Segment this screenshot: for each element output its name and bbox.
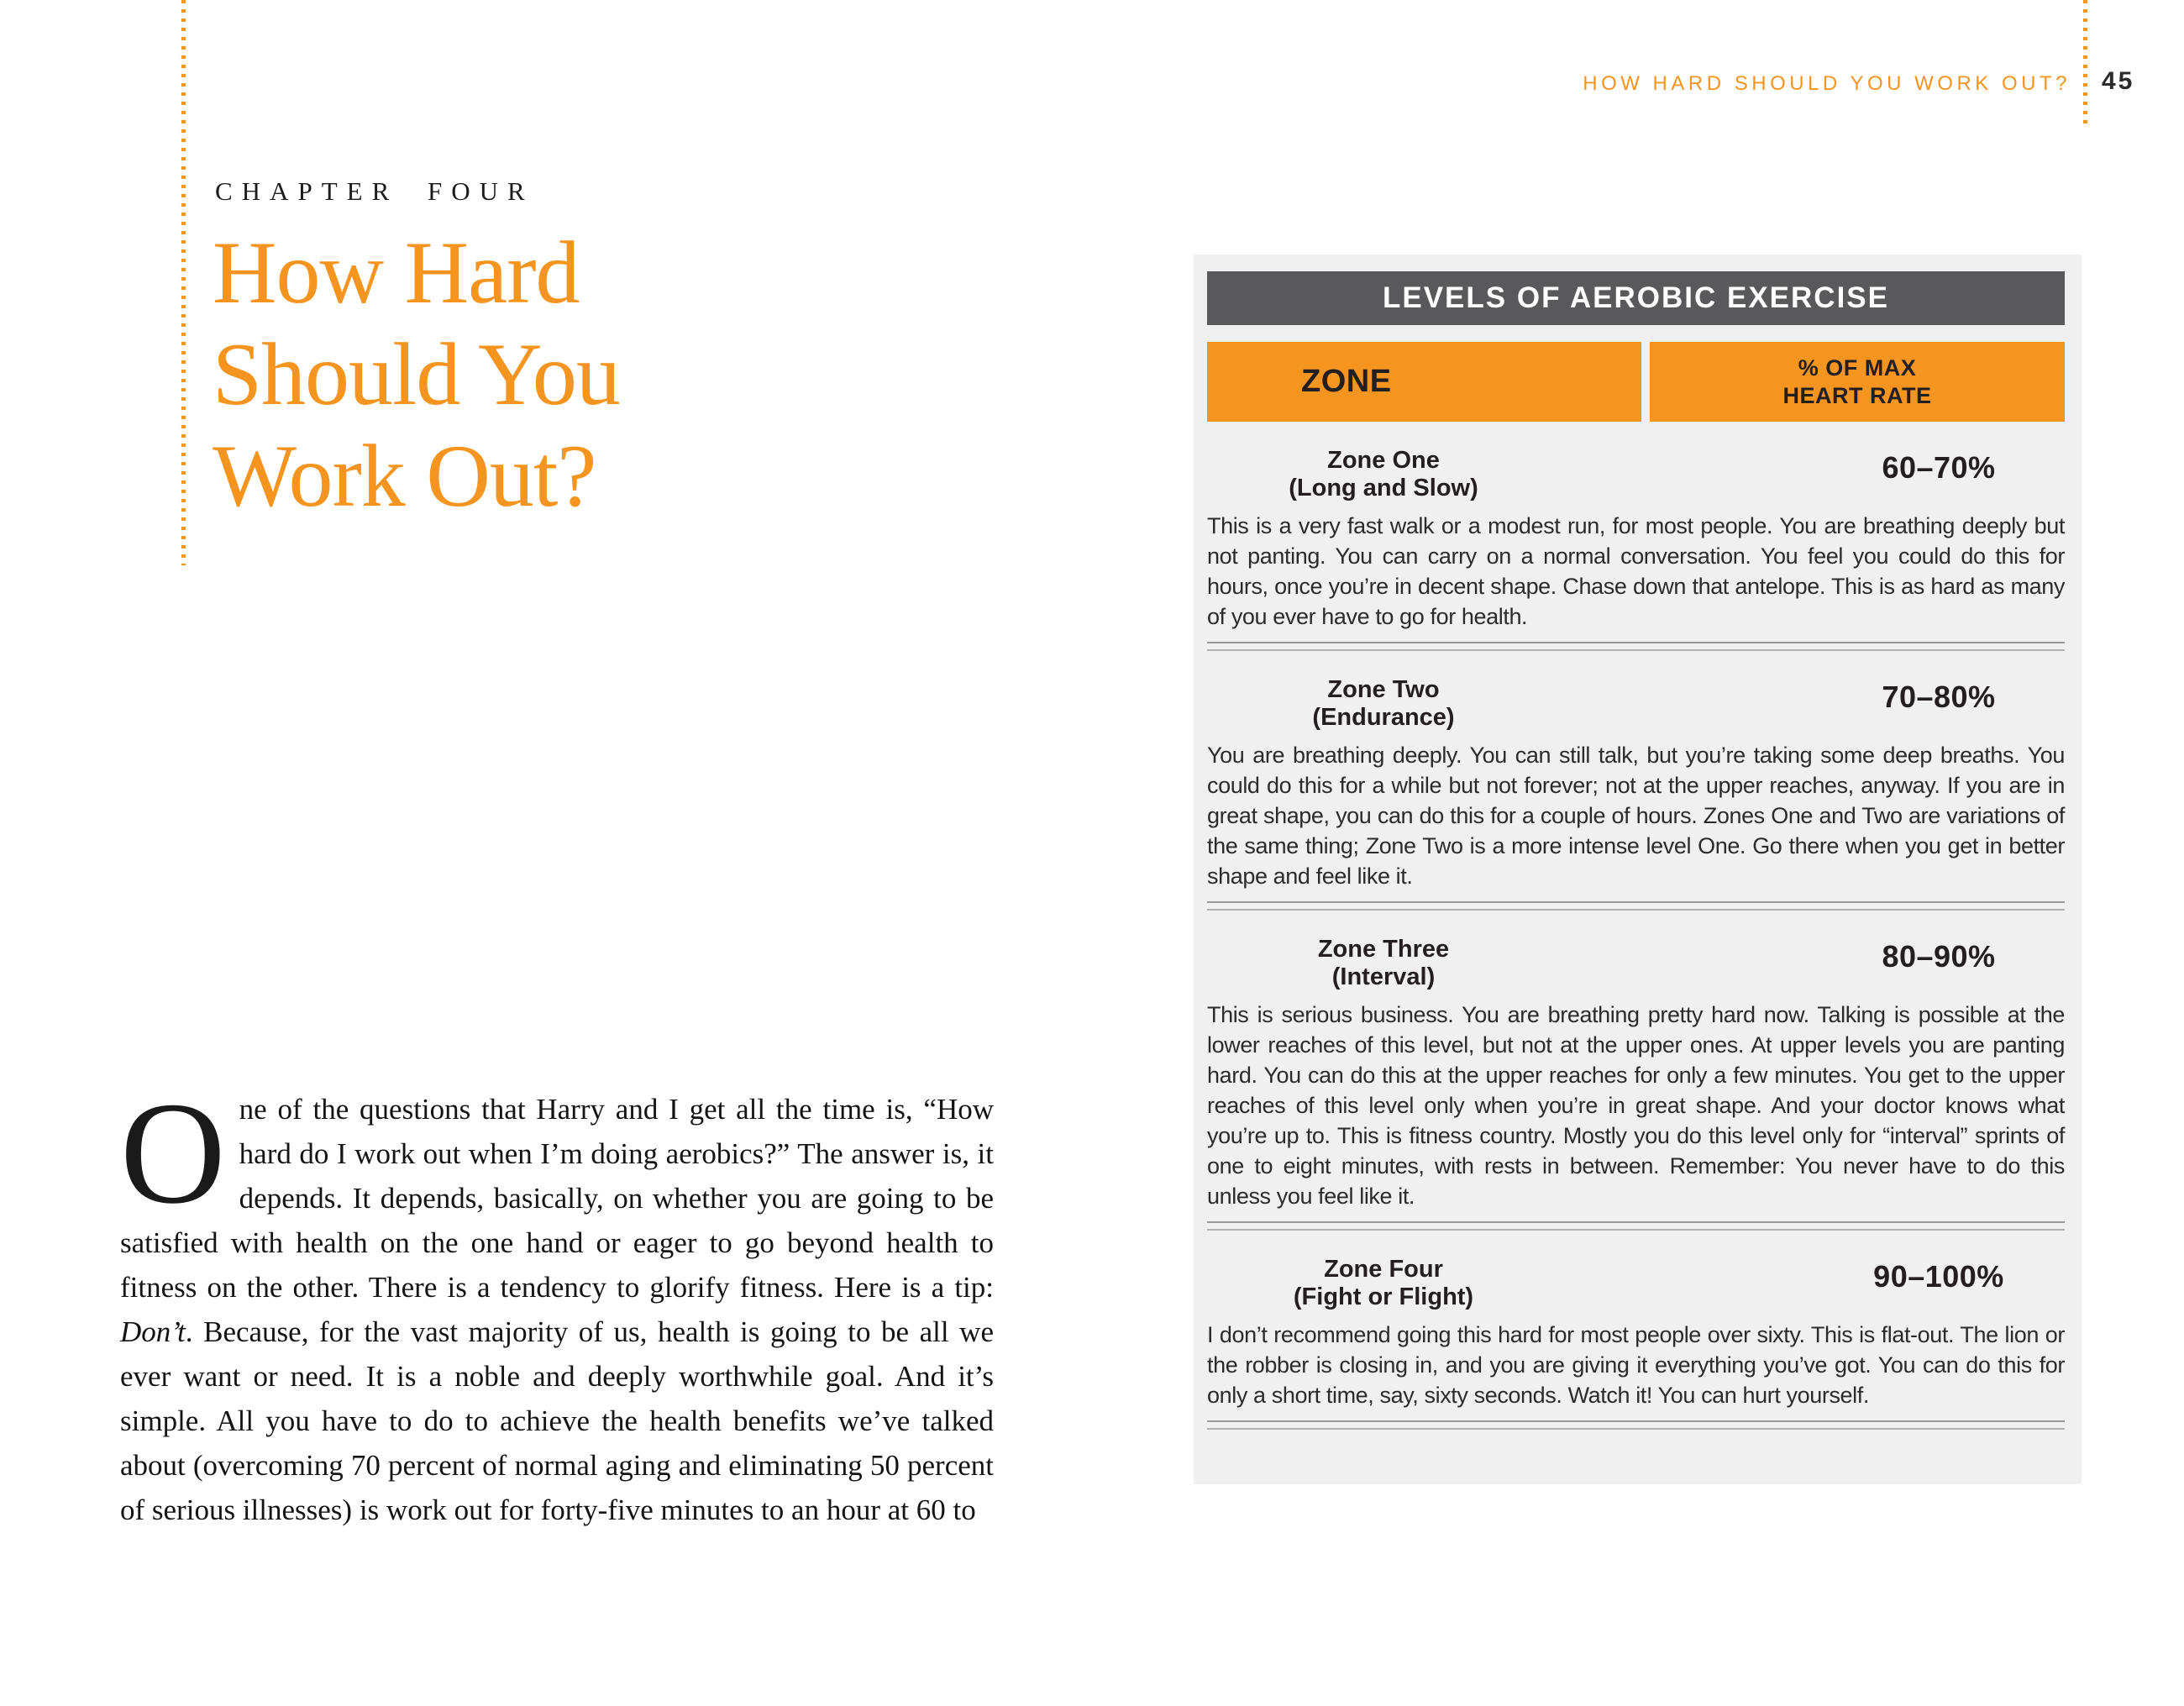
running-head: HOW HARD SHOULD YOU WORK OUT? bbox=[1583, 72, 2071, 95]
page-number: 45 bbox=[2102, 67, 2135, 95]
table-title-bar bbox=[1207, 271, 2065, 325]
zone-name-line: Zone Two bbox=[1327, 676, 1440, 703]
row-divider bbox=[1207, 1221, 2065, 1231]
header-dotted-rule bbox=[2083, 0, 2087, 124]
chapter-title-line: Work Out? bbox=[213, 427, 596, 525]
zone-sub-line: (Interval) bbox=[1331, 963, 1436, 990]
column-header-zone bbox=[1207, 342, 1641, 422]
table-row-zone-three bbox=[1207, 911, 2065, 1231]
body-text: . Because, for the vast majority of us, health is going to be all we ever want or need. It is a noble and deeply worthwhile goal. And it’s simple. All you have to do to achieve the health benefits we’ve talked about (overcoming 70 percent of normal aging and eliminating 50 percent of serious illnesses) is work out for forty-five minutes to an hour at 60 to bbox=[120, 1315, 994, 1526]
zone-head bbox=[1207, 447, 2065, 502]
table-row-zone-one bbox=[1207, 422, 2065, 651]
zone-pct: 70–80% bbox=[1882, 680, 1996, 714]
zone-pct: 80–90% bbox=[1882, 939, 1996, 974]
aerobic-exercise-table bbox=[1194, 255, 2082, 1484]
row-divider bbox=[1207, 1420, 2065, 1430]
dropcap: O bbox=[120, 1072, 226, 1234]
chapter-kicker: CHAPTER FOUR bbox=[215, 176, 534, 206]
table-column-headers bbox=[1207, 342, 2065, 422]
zone-pct: 90–100% bbox=[1873, 1259, 2004, 1294]
zone-description: You are breathing deeply. You can still talk, but you’re taking some deep breaths. You could do this for a while but not forever; not at the upper reaches, anyway. If you are in great shape, you can do this for a couple of hours. Zones One and Two are variations of the same thing; Zone Two is a more intense level One. Go there when you get in better shape and feel like it. bbox=[1207, 743, 2065, 889]
zone-sub-line: (Endurance) bbox=[1312, 704, 1455, 731]
zone-description: This is a very fast walk or a modest run, for most people. You are breathing deeply but not panting. You can carry on a normal conversation. You feel you could do this for hours, once you’re in decent shape. Chase down that antelope. This is as hard as many of you ever have to go for health. bbox=[1207, 513, 2065, 629]
column-header-pct-line1: % OF MAX bbox=[1798, 354, 1917, 381]
column-header-pct-line2: HEART RATE bbox=[1782, 382, 1932, 408]
chapter-title-line: Should You bbox=[213, 325, 620, 423]
row-divider bbox=[1207, 642, 2065, 651]
body-text: ne of the questions that Harry and I get all the time is, “How hard do I work out when I’m doing aerobics?” The answer is, it depends. It depends, basically, on whether you are going to be satisfied with health on the one hand or eager to go beyond health to fitness on the other. There is a tendency to glorify fitness. Here is a tip: bbox=[120, 1093, 994, 1304]
zone-sub-line: (Long and Slow) bbox=[1289, 475, 1478, 501]
column-header-zone-label: ZONE bbox=[1301, 364, 1392, 399]
body-italic: Don’t bbox=[120, 1315, 186, 1348]
zone-name bbox=[1207, 936, 1560, 991]
zone-name bbox=[1207, 447, 1560, 502]
zone-name bbox=[1207, 1256, 1560, 1311]
chapter-title bbox=[213, 222, 620, 527]
column-header-pct bbox=[1650, 342, 2065, 422]
zone-head bbox=[1207, 1256, 2065, 1311]
table-row-zone-two bbox=[1207, 651, 2065, 911]
zone-name-line: Zone Three bbox=[1317, 936, 1450, 963]
zone-description: This is serious business. You are breathing pretty hard now. Talking is possible at the lower reaches of this level, but not at the upper ones. At upper levels you are panting hard. You can do this at the upper reaches for only a few minutes. You get to the upper reaches of this level only when you’re in great shape. And your doctor knows what you’re up to. This is fitness country. Mostly you do this level only for “interval” sprints of one to eight minutes, with rests in between. Remember: You never have to do this unless you feel like it. bbox=[1207, 1002, 2065, 1209]
chapter-title-line: How Hard bbox=[213, 223, 580, 322]
zone-description: I don’t recommend going this hard for most people over sixty. This is flat-out. The lion or the robber is closing in, and you are giving it everything you’ve got. You can do this for only a short time, say, sixty seconds. Watch it! You can hurt yourself. bbox=[1207, 1322, 2065, 1408]
zone-head bbox=[1207, 936, 2065, 991]
table-title: LEVELS OF AEROBIC EXERCISE bbox=[1382, 281, 1889, 314]
zone-name bbox=[1207, 676, 1560, 732]
zone-sub-line: (Fight or Flight) bbox=[1293, 1283, 1474, 1310]
left-dotted-rule bbox=[181, 0, 186, 565]
body-paragraph bbox=[120, 1072, 994, 1532]
zone-name-line: Zone One bbox=[1327, 447, 1440, 474]
zone-pct: 60–70% bbox=[1882, 450, 1996, 485]
table-inner bbox=[1207, 271, 2065, 1430]
zone-name-line: Zone Four bbox=[1324, 1256, 1443, 1283]
zone-head bbox=[1207, 676, 2065, 732]
table-row-zone-four bbox=[1207, 1231, 2065, 1430]
row-divider bbox=[1207, 901, 2065, 911]
